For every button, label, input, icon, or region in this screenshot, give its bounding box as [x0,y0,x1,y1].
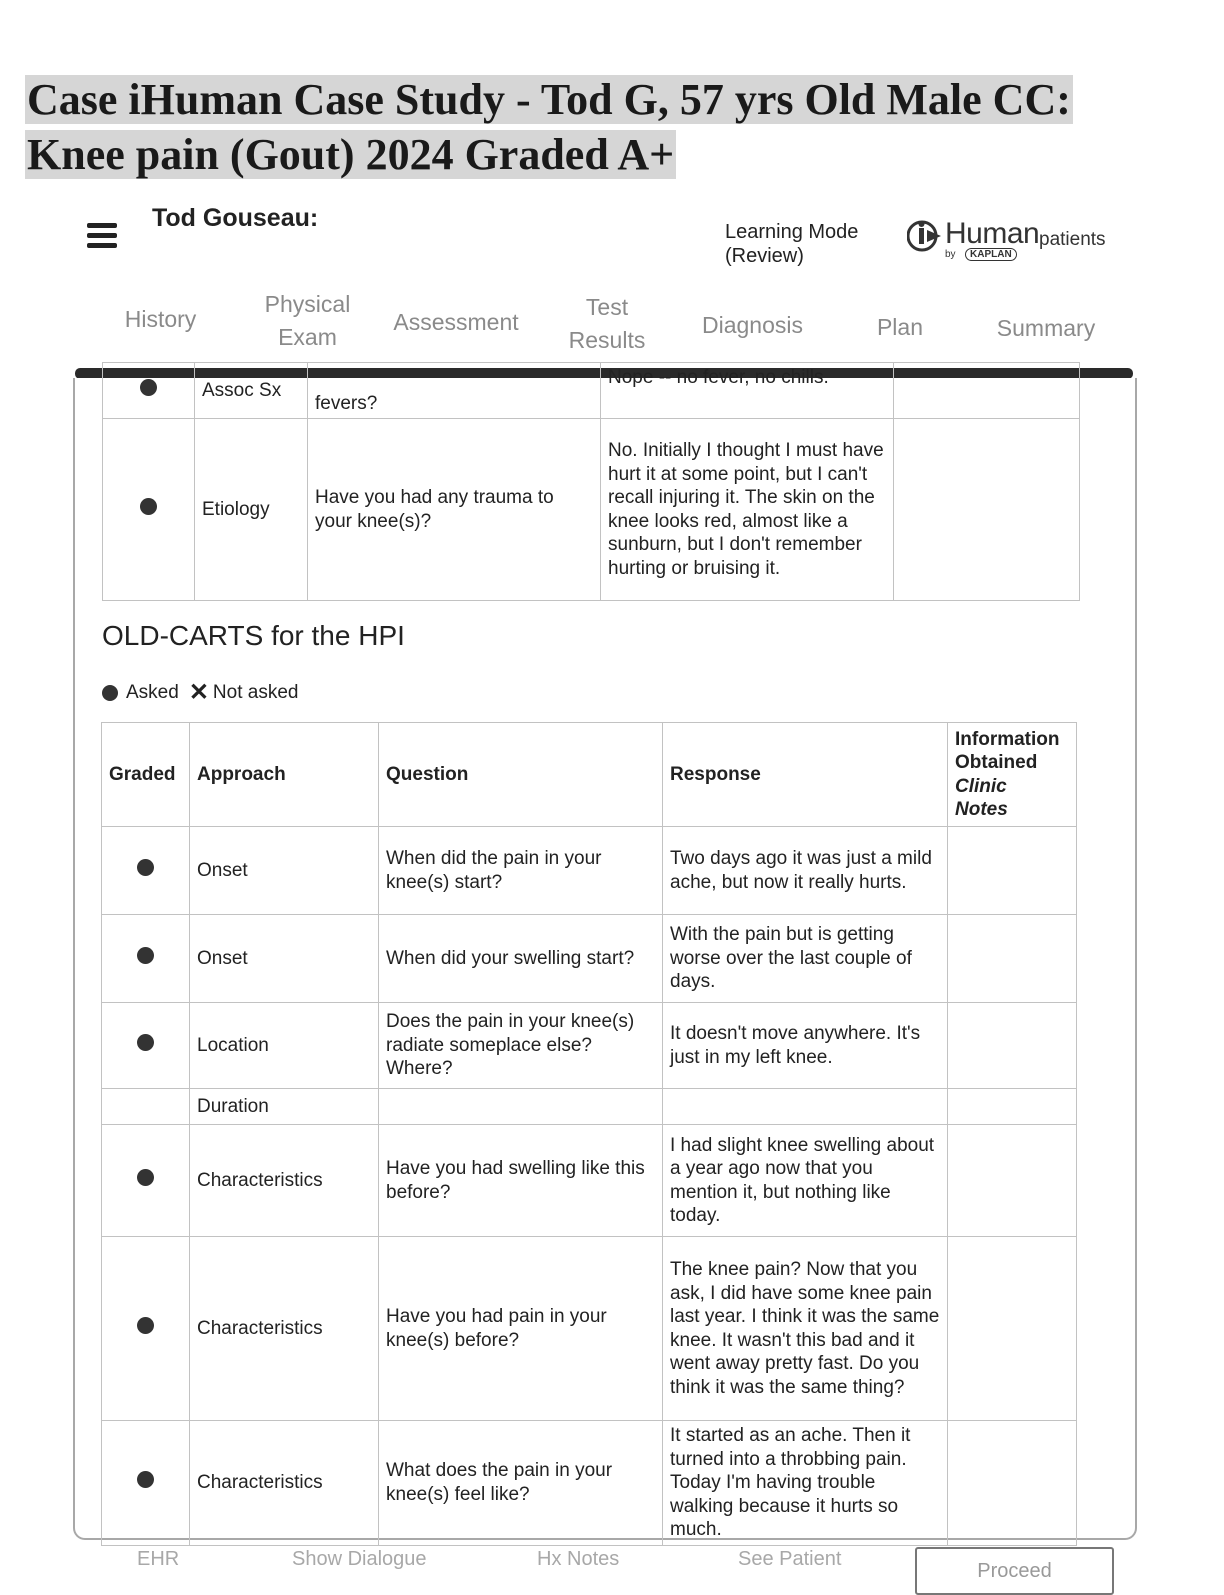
ehr-button[interactable]: EHR [137,1548,180,1570]
question-cell: What does the pain in your knee(s) feel like? [379,1421,663,1546]
graded-cell [102,1237,190,1421]
table-row [102,1003,1077,1089]
tab-diagnosis[interactable] [690,309,815,342]
question-cell: Have you had pain in your knee(s) before? [379,1237,663,1421]
header-approach: Approach [190,723,379,827]
tab-label: History [124,306,197,332]
legend [102,679,299,706]
approach-cell: Characteristics [190,1421,379,1546]
hamburger-menu-icon[interactable] [87,223,117,253]
tab-label-line2: Exam [278,324,337,350]
logo-company: KAPLAN [965,248,1017,261]
response-cell: I had slight knee swelling about a year ago now that you mention it, but nothing like today. [663,1125,948,1237]
logo-by: by [945,249,956,260]
tab-label: Physical [264,291,351,317]
approach-cell: Etiology [195,419,308,601]
table-row [102,827,1077,915]
ihuman-logo [907,217,1122,269]
header-response: Response [663,723,948,827]
asked-dot-icon [137,859,154,876]
hx-notes-button[interactable]: Hx Notes [537,1548,620,1570]
notes-cell [894,419,1080,601]
graded-cell [102,1003,190,1089]
graded-cell [103,419,195,601]
prior-questions-table [102,362,1080,601]
header-information-obtained [948,723,1077,827]
logo-brand: Human [945,217,1040,250]
header-info-line3: Clinic [955,775,1007,797]
notes-cell [948,1125,1077,1237]
response-cell: No. Initially I thought I must have hurt it at some point, but I can't recall injuring it. The skin on the knee looks red, almost like a sunburn, but I don't remember hurting or bruising it. [601,419,894,601]
header-question: Question [379,723,663,827]
table-row [103,419,1080,601]
tab-physical-exam[interactable] [250,288,365,354]
header-info-line1: Information [955,728,1060,750]
see-patient-button[interactable]: See Patient [738,1548,842,1570]
document-title [25,72,1073,182]
notes-cell [948,827,1077,915]
approach-cell: Location [190,1003,379,1089]
notes-cell [948,915,1077,1003]
patient-name: Tod Gouseau: [152,204,319,232]
notes-cell [948,1421,1077,1546]
table-row [102,1089,1077,1125]
tab-label: Test [585,294,629,320]
table-row [102,915,1077,1003]
tab-assessment[interactable] [385,306,527,339]
table-row [102,1125,1077,1237]
question-cell: Have you had any trauma to your knee(s)? [308,419,601,601]
graded-cell [102,827,190,915]
response-cell: Two days ago it was just a mild ache, but now it really hurts. [663,827,948,915]
tab-plan[interactable] [865,311,935,344]
question-cell: When did your swelling start? [379,915,663,1003]
header-info-line4: Notes [955,799,1008,820]
response-cell: With the pain but is getting worse over the last couple of days. [663,915,948,1003]
logo-suffix: patients [1039,229,1106,250]
tab-label-line2: Results [568,327,646,353]
table-row [102,1421,1077,1546]
document-title-line2: Knee pain (Gout) 2024 Graded A+ [27,130,675,179]
asked-dot-icon [102,685,118,701]
tab-label: Summary [996,315,1096,341]
tab-history[interactable] [108,303,213,336]
show-dialogue-button[interactable]: Show Dialogue [292,1548,427,1570]
approach-cell: Duration [190,1089,379,1125]
asked-dot-icon [140,498,157,515]
tab-label: Assessment [393,309,519,335]
notes-cell [948,1237,1077,1421]
response-cell [663,1089,948,1125]
approach-cell: Onset [190,827,379,915]
tab-label: Diagnosis [702,312,803,338]
notes-cell [948,1003,1077,1089]
old-carts-table [101,722,1077,1546]
question-cell [379,1089,663,1125]
not-asked-x-icon: ✕ [188,679,209,706]
ihuman-logo-mark-icon [907,220,943,252]
proceed-button[interactable]: Proceed [915,1547,1114,1595]
question-cell: fevers? [308,363,601,419]
mode-line2: (Review) [725,245,804,267]
graded-cell [102,1421,190,1546]
response-cell: Nope -- no fever, no chills. [601,363,894,419]
response-cell: It doesn't move anywhere. It's just in my left knee. [663,1003,948,1089]
response-cell: The knee pain? Now that you ask, I did have some knee pain last year. I think it was the same knee. It wasn't this bad and it went away pretty fast. Do you think it was the same thing? [663,1237,948,1421]
approach-cell: Characteristics [190,1237,379,1421]
header-info-line2: Obtained [955,752,1038,773]
legend-asked: Asked [126,682,179,703]
table-header-row [102,723,1077,827]
section-title: OLD-CARTS for the HPI [102,620,405,651]
approach-cell: Characteristics [190,1125,379,1237]
asked-dot-icon [137,947,154,964]
tab-label: Plan [876,314,924,340]
question-cell: Does the pain in your knee(s) radiate someplace else? Where? [379,1003,663,1089]
graded-cell [102,1125,190,1237]
asked-dot-icon [137,1169,154,1186]
graded-cell [102,915,190,1003]
mode-line1: Learning Mode [725,221,859,243]
question-cell: When did the pain in your knee(s) start? [379,827,663,915]
notes-cell [894,363,1080,419]
asked-dot-icon [137,1317,154,1334]
tab-test-results[interactable] [557,291,657,357]
asked-dot-icon [140,379,157,396]
notes-cell [948,1089,1077,1125]
table-row [102,1237,1077,1421]
learning-mode-label [725,220,858,268]
question-cell: Have you had swelling like this before? [379,1125,663,1237]
legend-not-asked: Not asked [212,682,299,703]
approach-cell: Onset [190,915,379,1003]
response-cell: It started as an ache. Then it turned into a throbbing pain. Today I'm having trouble walking because it hurts so much. [663,1421,948,1546]
asked-dot-icon [137,1034,154,1051]
asked-dot-icon [137,1471,154,1488]
approach-cell: Assoc Sx [195,363,308,419]
header-graded: Graded [102,723,190,827]
graded-cell [103,363,195,419]
table-row [103,363,1080,419]
graded-cell [102,1089,190,1125]
tab-summary[interactable] [985,312,1107,345]
document-title-line1: Case iHuman Case Study - Tod G, 57 yrs Old Male CC: [27,75,1071,124]
